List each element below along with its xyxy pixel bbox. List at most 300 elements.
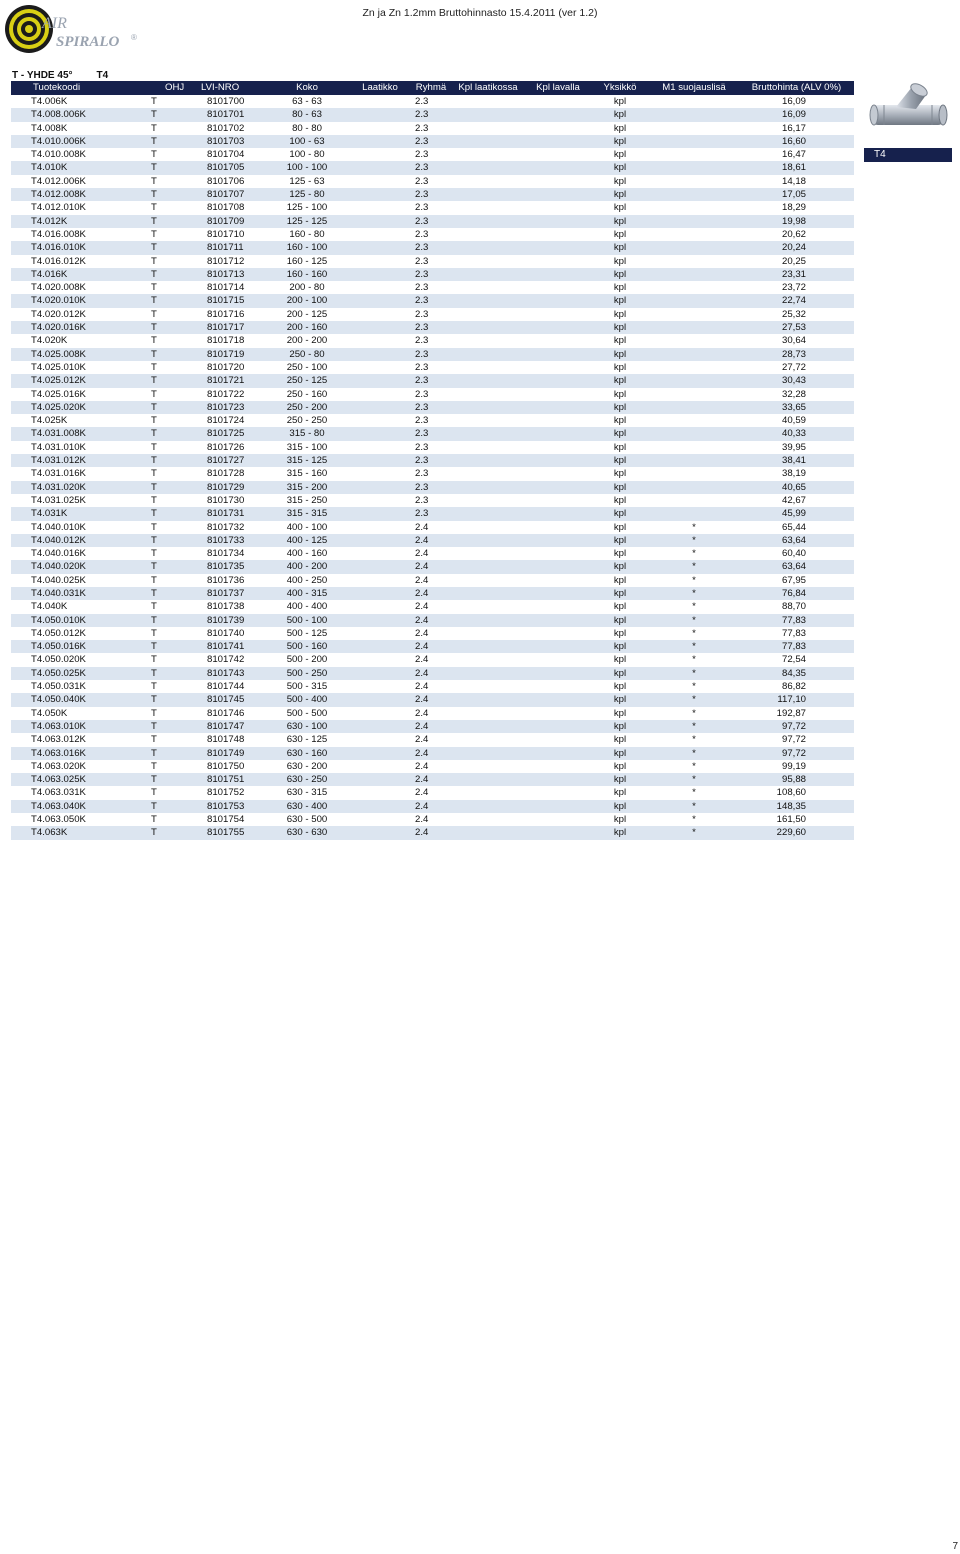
cell-m1-suojauslisa <box>649 255 739 268</box>
cell-lvi-nro: 8101729 <box>189 481 265 494</box>
cell-lvi-nro: 8101710 <box>189 228 265 241</box>
cell-yksikko: kpl <box>591 720 649 733</box>
cell-bruttohinta: 14,18 <box>739 175 854 188</box>
cell-tuotekoodi: T4.016.008K <box>11 228 143 241</box>
cell-bruttohinta: 84,35 <box>739 667 854 680</box>
cell-lvi-nro: 8101722 <box>189 388 265 401</box>
cell-ryhma: 2.3 <box>411 188 451 201</box>
cell-koko: 80 - 63 <box>265 108 349 121</box>
cell-bruttohinta: 45,99 <box>739 507 854 520</box>
cell-ohj: T <box>143 733 189 746</box>
cell-kpl-laatikossa <box>451 574 525 587</box>
cell-laatikko <box>349 215 411 228</box>
table-row <box>11 760 854 773</box>
header-tuotekoodi: Tuotekoodi <box>11 81 143 95</box>
table-row <box>11 574 854 587</box>
cell-bruttohinta: 38,19 <box>739 467 854 480</box>
cell-kpl-lavalla <box>525 135 591 148</box>
cell-kpl-lavalla <box>525 507 591 520</box>
cell-yksikko: kpl <box>591 800 649 813</box>
cell-kpl-lavalla <box>525 680 591 693</box>
cell-kpl-lavalla <box>525 361 591 374</box>
cell-m1-suojauslisa: * <box>649 813 739 826</box>
cell-m1-suojauslisa <box>649 268 739 281</box>
cell-kpl-laatikossa <box>451 427 525 440</box>
header-ohj: OHJ <box>143 81 189 95</box>
table-row <box>11 348 854 361</box>
table-row <box>11 401 854 414</box>
cell-kpl-lavalla <box>525 108 591 121</box>
cell-kpl-laatikossa <box>451 188 525 201</box>
cell-laatikko <box>349 308 411 321</box>
cell-laatikko <box>349 401 411 414</box>
cell-tuotekoodi: T4.025.008K <box>11 348 143 361</box>
cell-kpl-lavalla <box>525 760 591 773</box>
cell-yksikko: kpl <box>591 241 649 254</box>
cell-kpl-lavalla <box>525 547 591 560</box>
cell-kpl-lavalla <box>525 241 591 254</box>
cell-yksikko: kpl <box>591 401 649 414</box>
cell-tuotekoodi: T4.063.012K <box>11 733 143 746</box>
cell-kpl-laatikossa <box>451 707 525 720</box>
cell-koko: 630 - 100 <box>265 720 349 733</box>
cell-tuotekoodi: T4.040.025K <box>11 574 143 587</box>
cell-koko: 500 - 250 <box>265 667 349 680</box>
cell-lvi-nro: 8101717 <box>189 321 265 334</box>
cell-kpl-lavalla <box>525 707 591 720</box>
table-row <box>11 108 854 121</box>
cell-kpl-laatikossa <box>451 281 525 294</box>
cell-ohj: T <box>143 268 189 281</box>
cell-tuotekoodi: T4.008.006K <box>11 108 143 121</box>
cell-ryhma: 2.4 <box>411 733 451 746</box>
cell-lvi-nro: 8101748 <box>189 733 265 746</box>
cell-yksikko: kpl <box>591 733 649 746</box>
cell-yksikko: kpl <box>591 414 649 427</box>
cell-lvi-nro: 8101752 <box>189 786 265 799</box>
cell-bruttohinta: 77,83 <box>739 627 854 640</box>
cell-koko: 63 - 63 <box>265 95 349 108</box>
cell-bruttohinta: 229,60 <box>739 826 854 839</box>
cell-laatikko <box>349 175 411 188</box>
cell-lvi-nro: 8101753 <box>189 800 265 813</box>
cell-tuotekoodi: T4.031.025K <box>11 494 143 507</box>
cell-kpl-laatikossa <box>451 148 525 161</box>
cell-kpl-lavalla <box>525 401 591 414</box>
cell-kpl-laatikossa <box>451 414 525 427</box>
cell-bruttohinta: 16,17 <box>739 122 854 135</box>
cell-ohj: T <box>143 481 189 494</box>
cell-lvi-nro: 8101755 <box>189 826 265 839</box>
cell-kpl-lavalla <box>525 441 591 454</box>
cell-tuotekoodi: T4.020.012K <box>11 308 143 321</box>
table-row <box>11 627 854 640</box>
cell-koko: 125 - 80 <box>265 188 349 201</box>
cell-kpl-laatikossa <box>451 521 525 534</box>
table-row <box>11 281 854 294</box>
cell-m1-suojauslisa: * <box>649 693 739 706</box>
cell-koko: 250 - 160 <box>265 388 349 401</box>
cell-ryhma: 2.3 <box>411 294 451 307</box>
cell-bruttohinta: 40,65 <box>739 481 854 494</box>
table-row <box>11 255 854 268</box>
cell-bruttohinta: 60,40 <box>739 547 854 560</box>
cell-bruttohinta: 33,65 <box>739 401 854 414</box>
cell-koko: 100 - 63 <box>265 135 349 148</box>
cell-koko: 250 - 80 <box>265 348 349 361</box>
cell-kpl-laatikossa <box>451 467 525 480</box>
cell-bruttohinta: 86,82 <box>739 680 854 693</box>
cell-ohj: T <box>143 574 189 587</box>
cell-m1-suojauslisa: * <box>649 680 739 693</box>
cell-tuotekoodi: T4.010.006K <box>11 135 143 148</box>
cell-bruttohinta: 65,44 <box>739 521 854 534</box>
cell-bruttohinta: 18,61 <box>739 161 854 174</box>
cell-tuotekoodi: T4.050.025K <box>11 667 143 680</box>
page-number: 7 <box>952 1541 958 1552</box>
cell-ryhma: 2.4 <box>411 547 451 560</box>
cell-laatikko <box>349 427 411 440</box>
cell-bruttohinta: 72,54 <box>739 653 854 666</box>
cell-kpl-laatikossa <box>451 720 525 733</box>
cell-ohj: T <box>143 627 189 640</box>
table-row <box>11 241 854 254</box>
cell-bruttohinta: 23,72 <box>739 281 854 294</box>
cell-lvi-nro: 8101743 <box>189 667 265 680</box>
cell-laatikko <box>349 813 411 826</box>
cell-lvi-nro: 8101705 <box>189 161 265 174</box>
cell-bruttohinta: 77,83 <box>739 614 854 627</box>
cell-laatikko <box>349 321 411 334</box>
cell-yksikko: kpl <box>591 135 649 148</box>
cell-yksikko: kpl <box>591 693 649 706</box>
cell-ryhma: 2.3 <box>411 361 451 374</box>
cell-laatikko <box>349 521 411 534</box>
cell-ohj: T <box>143 135 189 148</box>
cell-yksikko: kpl <box>591 321 649 334</box>
table-row <box>11 308 854 321</box>
cell-m1-suojauslisa: * <box>649 587 739 600</box>
price-table <box>11 81 854 840</box>
cell-yksikko: kpl <box>591 255 649 268</box>
cell-kpl-laatikossa <box>451 161 525 174</box>
cell-m1-suojauslisa <box>649 201 739 214</box>
cell-m1-suojauslisa: * <box>649 521 739 534</box>
table-row <box>11 614 854 627</box>
cell-koko: 630 - 630 <box>265 826 349 839</box>
cell-ryhma: 2.3 <box>411 215 451 228</box>
table-row <box>11 494 854 507</box>
cell-bruttohinta: 99,19 <box>739 760 854 773</box>
cell-lvi-nro: 8101714 <box>189 281 265 294</box>
cell-ohj: T <box>143 773 189 786</box>
cell-kpl-laatikossa <box>451 334 525 347</box>
cell-yksikko: kpl <box>591 494 649 507</box>
cell-laatikko <box>349 614 411 627</box>
cell-kpl-lavalla <box>525 321 591 334</box>
cell-ohj: T <box>143 747 189 760</box>
cell-kpl-lavalla <box>525 427 591 440</box>
cell-laatikko <box>349 122 411 135</box>
cell-kpl-laatikossa <box>451 135 525 148</box>
cell-bruttohinta: 16,47 <box>739 148 854 161</box>
cell-kpl-lavalla <box>525 281 591 294</box>
cell-yksikko: kpl <box>591 521 649 534</box>
cell-m1-suojauslisa: * <box>649 747 739 760</box>
cell-m1-suojauslisa <box>649 108 739 121</box>
cell-koko: 315 - 125 <box>265 454 349 467</box>
cell-koko: 250 - 125 <box>265 374 349 387</box>
cell-ohj: T <box>143 334 189 347</box>
cell-ryhma: 2.3 <box>411 241 451 254</box>
cell-lvi-nro: 8101704 <box>189 148 265 161</box>
cell-lvi-nro: 8101716 <box>189 308 265 321</box>
cell-tuotekoodi: T4.020.016K <box>11 321 143 334</box>
cell-ryhma: 2.3 <box>411 255 451 268</box>
cell-kpl-lavalla <box>525 228 591 241</box>
cell-laatikko <box>349 560 411 573</box>
cell-kpl-laatikossa <box>451 786 525 799</box>
cell-lvi-nro: 8101708 <box>189 201 265 214</box>
cell-laatikko <box>349 228 411 241</box>
cell-ohj: T <box>143 693 189 706</box>
cell-lvi-nro: 8101726 <box>189 441 265 454</box>
table-row <box>11 361 854 374</box>
cell-bruttohinta: 63,64 <box>739 534 854 547</box>
cell-lvi-nro: 8101754 <box>189 813 265 826</box>
cell-bruttohinta: 23,31 <box>739 268 854 281</box>
table-row <box>11 481 854 494</box>
cell-koko: 80 - 80 <box>265 122 349 135</box>
cell-laatikko <box>349 587 411 600</box>
cell-bruttohinta: 16,09 <box>739 95 854 108</box>
cell-bruttohinta: 97,72 <box>739 720 854 733</box>
header-laatikko: Laatikko <box>349 81 411 95</box>
cell-laatikko <box>349 334 411 347</box>
cell-yksikko: kpl <box>591 467 649 480</box>
cell-ryhma: 2.3 <box>411 122 451 135</box>
cell-yksikko: kpl <box>591 680 649 693</box>
cell-tuotekoodi: T4.063.016K <box>11 747 143 760</box>
cell-lvi-nro: 8101702 <box>189 122 265 135</box>
cell-ohj: T <box>143 414 189 427</box>
cell-koko: 315 - 80 <box>265 427 349 440</box>
table-row <box>11 534 854 547</box>
table-row <box>11 521 854 534</box>
table-row <box>11 215 854 228</box>
cell-tuotekoodi: T4.031.008K <box>11 427 143 440</box>
cell-ryhma: 2.4 <box>411 653 451 666</box>
cell-ryhma: 2.3 <box>411 161 451 174</box>
cell-m1-suojauslisa <box>649 388 739 401</box>
cell-lvi-nro: 8101731 <box>189 507 265 520</box>
cell-tuotekoodi: T4.025K <box>11 414 143 427</box>
cell-laatikko <box>349 95 411 108</box>
cell-koko: 250 - 200 <box>265 401 349 414</box>
cell-kpl-laatikossa <box>451 308 525 321</box>
cell-ohj: T <box>143 374 189 387</box>
cell-lvi-nro: 8101713 <box>189 268 265 281</box>
cell-ohj: T <box>143 534 189 547</box>
cell-kpl-laatikossa <box>451 760 525 773</box>
cell-kpl-lavalla <box>525 653 591 666</box>
cell-ryhma: 2.3 <box>411 308 451 321</box>
cell-ohj: T <box>143 640 189 653</box>
cell-lvi-nro: 8101718 <box>189 334 265 347</box>
cell-kpl-lavalla <box>525 95 591 108</box>
cell-kpl-laatikossa <box>451 587 525 600</box>
cell-kpl-lavalla <box>525 747 591 760</box>
cell-ohj: T <box>143 188 189 201</box>
table-row <box>11 800 854 813</box>
cell-koko: 125 - 63 <box>265 175 349 188</box>
cell-laatikko <box>349 294 411 307</box>
cell-laatikko <box>349 108 411 121</box>
cell-ohj: T <box>143 547 189 560</box>
cell-yksikko: kpl <box>591 294 649 307</box>
table-row <box>11 175 854 188</box>
cell-koko: 500 - 160 <box>265 640 349 653</box>
cell-m1-suojauslisa <box>649 427 739 440</box>
cell-laatikko <box>349 574 411 587</box>
logo-text-spiralo: SPIRALO <box>56 34 120 50</box>
cell-bruttohinta: 39,95 <box>739 441 854 454</box>
table-row <box>11 268 854 281</box>
cell-kpl-laatikossa <box>451 361 525 374</box>
cell-ohj: T <box>143 241 189 254</box>
cell-ohj: T <box>143 401 189 414</box>
cell-kpl-lavalla <box>525 560 591 573</box>
cell-kpl-lavalla <box>525 826 591 839</box>
cell-tuotekoodi: T4.050.020K <box>11 653 143 666</box>
cell-tuotekoodi: T4.020.010K <box>11 294 143 307</box>
cell-m1-suojauslisa <box>649 241 739 254</box>
cell-bruttohinta: 192,87 <box>739 707 854 720</box>
cell-ryhma: 2.3 <box>411 281 451 294</box>
cell-laatikko <box>349 826 411 839</box>
cell-tuotekoodi: T4.040.010K <box>11 521 143 534</box>
cell-ohj: T <box>143 813 189 826</box>
cell-laatikko <box>349 667 411 680</box>
cell-ryhma: 2.3 <box>411 148 451 161</box>
table-row <box>11 667 854 680</box>
cell-bruttohinta: 40,33 <box>739 427 854 440</box>
cell-bruttohinta: 97,72 <box>739 733 854 746</box>
cell-koko: 250 - 250 <box>265 414 349 427</box>
cell-bruttohinta: 148,35 <box>739 800 854 813</box>
cell-yksikko: kpl <box>591 95 649 108</box>
cell-kpl-lavalla <box>525 268 591 281</box>
table-row <box>11 773 854 786</box>
section-code: T4 <box>96 70 109 81</box>
cell-yksikko: kpl <box>591 161 649 174</box>
table-row <box>11 321 854 334</box>
cell-laatikko <box>349 773 411 786</box>
cell-lvi-nro: 8101706 <box>189 175 265 188</box>
cell-laatikko <box>349 201 411 214</box>
cell-yksikko: kpl <box>591 427 649 440</box>
cell-yksikko: kpl <box>591 441 649 454</box>
cell-ryhma: 2.4 <box>411 747 451 760</box>
cell-koko: 630 - 160 <box>265 747 349 760</box>
cell-ryhma: 2.4 <box>411 773 451 786</box>
cell-tuotekoodi: T4.031.010K <box>11 441 143 454</box>
cell-kpl-lavalla <box>525 454 591 467</box>
cell-bruttohinta: 30,64 <box>739 334 854 347</box>
cell-kpl-lavalla <box>525 693 591 706</box>
cell-laatikko <box>349 680 411 693</box>
table-header-row <box>11 81 854 95</box>
cell-lvi-nro: 8101700 <box>189 95 265 108</box>
cell-tuotekoodi: T4.063.040K <box>11 800 143 813</box>
cell-ohj: T <box>143 720 189 733</box>
cell-ohj: T <box>143 667 189 680</box>
cell-yksikko: kpl <box>591 667 649 680</box>
cell-bruttohinta: 95,88 <box>739 773 854 786</box>
cell-kpl-laatikossa <box>451 693 525 706</box>
cell-ryhma: 2.4 <box>411 800 451 813</box>
cell-tuotekoodi: T4.025.020K <box>11 401 143 414</box>
cell-koko: 200 - 160 <box>265 321 349 334</box>
cell-laatikko <box>349 534 411 547</box>
cell-laatikko <box>349 388 411 401</box>
cell-m1-suojauslisa: * <box>649 773 739 786</box>
cell-kpl-lavalla <box>525 800 591 813</box>
cell-ryhma: 2.3 <box>411 467 451 480</box>
cell-laatikko <box>349 640 411 653</box>
cell-tuotekoodi: T4.020.008K <box>11 281 143 294</box>
cell-ohj: T <box>143 507 189 520</box>
table-row <box>11 188 854 201</box>
table-row <box>11 122 854 135</box>
cell-laatikko <box>349 135 411 148</box>
cell-tuotekoodi: T4.050.016K <box>11 640 143 653</box>
cell-koko: 500 - 315 <box>265 680 349 693</box>
cell-m1-suojauslisa <box>649 374 739 387</box>
cell-kpl-lavalla <box>525 374 591 387</box>
cell-ryhma: 2.4 <box>411 560 451 573</box>
cell-koko: 630 - 250 <box>265 773 349 786</box>
cell-tuotekoodi: T4.063K <box>11 826 143 839</box>
cell-ohj: T <box>143 614 189 627</box>
cell-kpl-laatikossa <box>451 241 525 254</box>
cell-tuotekoodi: T4.040.020K <box>11 560 143 573</box>
cell-m1-suojauslisa: * <box>649 720 739 733</box>
cell-kpl-lavalla <box>525 667 591 680</box>
cell-koko: 315 - 200 <box>265 481 349 494</box>
cell-ryhma: 2.3 <box>411 175 451 188</box>
cell-yksikko: kpl <box>591 201 649 214</box>
table-row <box>11 294 854 307</box>
cell-koko: 630 - 315 <box>265 786 349 799</box>
cell-ohj: T <box>143 308 189 321</box>
header-koko: Koko <box>265 81 349 95</box>
cell-ryhma: 2.4 <box>411 667 451 680</box>
cell-yksikko: kpl <box>591 614 649 627</box>
table-row <box>11 707 854 720</box>
cell-ryhma: 2.4 <box>411 826 451 839</box>
cell-koko: 200 - 80 <box>265 281 349 294</box>
cell-koko: 500 - 125 <box>265 627 349 640</box>
cell-ohj: T <box>143 560 189 573</box>
table-row <box>11 201 854 214</box>
cell-ryhma: 2.3 <box>411 388 451 401</box>
cell-tuotekoodi: T4.040.012K <box>11 534 143 547</box>
cell-kpl-laatikossa <box>451 95 525 108</box>
cell-ryhma: 2.3 <box>411 507 451 520</box>
cell-bruttohinta: 20,62 <box>739 228 854 241</box>
cell-ryhma: 2.3 <box>411 481 451 494</box>
